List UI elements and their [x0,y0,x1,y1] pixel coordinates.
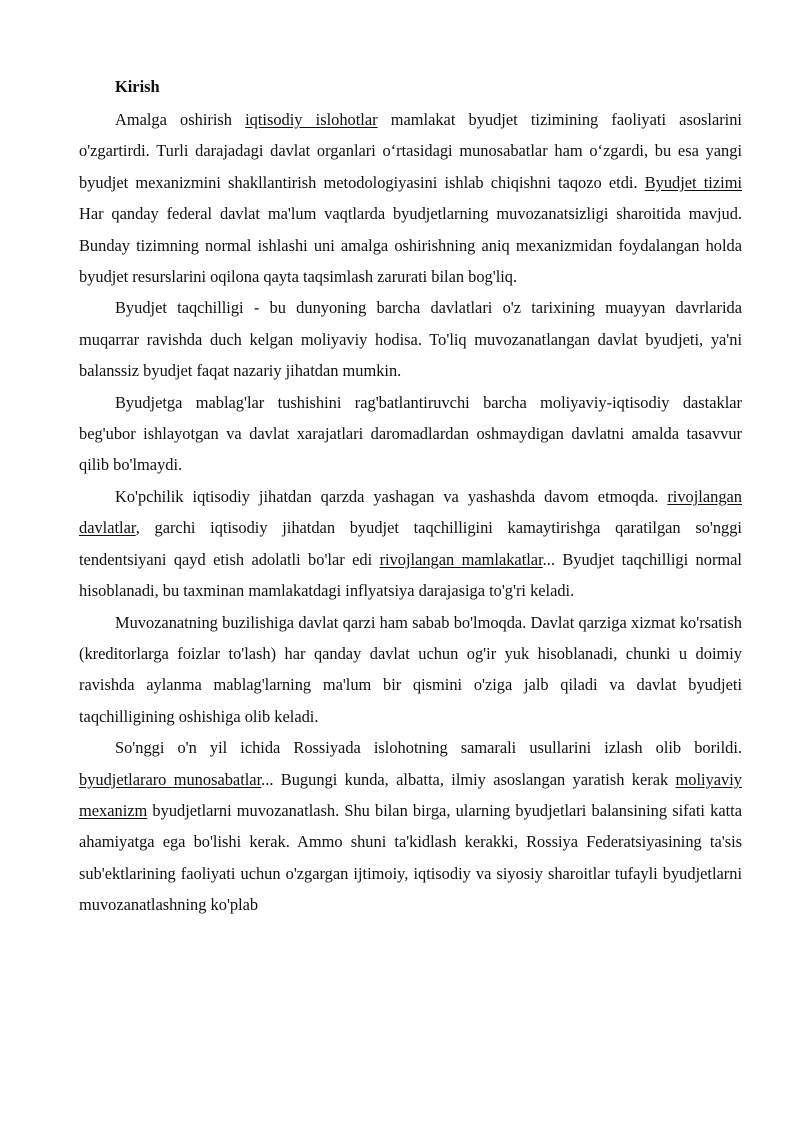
paragraph-5: Muvozanatning buzilishiga davlat qarzi ham sabab bo'lmoqda. Davlat qarziga xizmat ko'rsatish (kreditorlarga foizlar to'lash) har qanday davlat uchun og'ir yuk hisoblanadi, chunki u doimiy ravishda aylanma mablag'larning ma'lum bir qismini o'ziga jalb qiladi va davlat byudjeti taqchilligining oshishiga olib keladi. [79,612,742,726]
link-rivojlangan-davlatlar[interactable]: rivojlangan davlatlar [79,486,742,538]
link-byudjetlararo-munosabatlar[interactable]: byudjetlararo munosabatlar [79,769,262,789]
section-heading: Kirish [115,77,160,96]
paragraph-1-text-b: mamlakat byudjet tizimining faoliyati asoslarini o'zgartirdi. Turli darajadagi davlat organlari o‘rtasidagi munosabatlar ham o‘zgardi, bu esa yangi byudjet mexanizmini shakllantirish metodologiyasini ishlab chiqishni taqozo etdi. [79,110,742,192]
paragraph-4 [79,481,742,607]
paragraph-1-text-c: Har qanday federal davlat ma'lum vaqtlarda byudjetlarning muvozanatsizligi sharoitida mavjud. Bunday tizimning normal ishlashi uni amalga oshirishning aniq mexanizmidan foydalangan holda byudjet resurslarini oqilona qayta taqsimlash zarurati bilan bog'liq. [79,204,742,287]
link-rivojlangan-mamlakatlar[interactable]: rivojlangan mamlakatlar [379,549,543,569]
link-byudjet-tizimi[interactable]: Byudjet tizimi [644,172,742,192]
paragraph-1-text-a: Amalga oshirish [115,110,246,129]
paragraph-1 [79,104,742,292]
link-moliyaviy-mexanizm[interactable]: moliyaviy mexanizm [79,769,742,820]
document-page [79,70,742,921]
paragraph-6-text-a: So'nggi o'n yil ichida Rossiyada islohotning samarali usullarini izlash olib borildi. [115,738,742,758]
link-iqtisodiy-islohotlar[interactable]: iqtisodiy islohotlar [245,110,378,129]
paragraph-4-text-b: , garchi iqtisodiy jihatdan byudjet taqchilligini kamaytirishga qaratilgan so'nggi tendentsiyani qayd etish adolatli bo'lar edi [79,518,742,569]
paragraph-2: Byudjet taqchilligi - bu dunyoning barcha davlatlari o'z tarixining muayyan davrlarida muqarrar ravishda duch kelgan moliyaviy hodisa. To'liq muvozanatlangan davlat byudjeti, ya'ni balanssiz byudjet faqat nazariy jihatdan mumkin. [79,298,742,381]
paragraph-6-text-c: byudjetlarni muvozanatlash. Shu bilan birga, ularning byudjetlari balansining sifati katta ahamiyatga ega bo'lishi kerak. Ammo shuni ta'kidlash kerakki, Rossiya Federatsiyasining ta'sis sub'ektlarining faoliyati uchun o'zgargan ijtimoiy, iqtisodiy va siyosiy sharoitlar tufayli byudjetlarni muvozanatlashning ko'plab [79,800,742,915]
paragraph-4-text-a: Ko'pchilik iqtisodiy jihatdan qarzda yashagan va yashashda davom etmoqda. [115,486,668,506]
paragraph-3: Byudjetga mablag'lar tushishini rag'batlantiruvchi barcha moliyaviy-iqtisodiy dastaklar beg'ubor ishlayotgan va davlat xarajatlari daromadlardan oshmaydigan davlatni amalda tasavvur qilib bo'lmaydi. [79,392,742,475]
paragraph-6 [79,732,742,920]
paragraph-4-text-c: ... Byudjet taqchilligi normal hisoblanadi, bu taxminan mamlakatdagi inflyatsiya darajasiga to'g'ri keladi. [79,549,742,601]
paragraph-6-text-b: ... Bugungi kunda, albatta, ilmiy asoslangan yaratish kerak [261,769,676,789]
